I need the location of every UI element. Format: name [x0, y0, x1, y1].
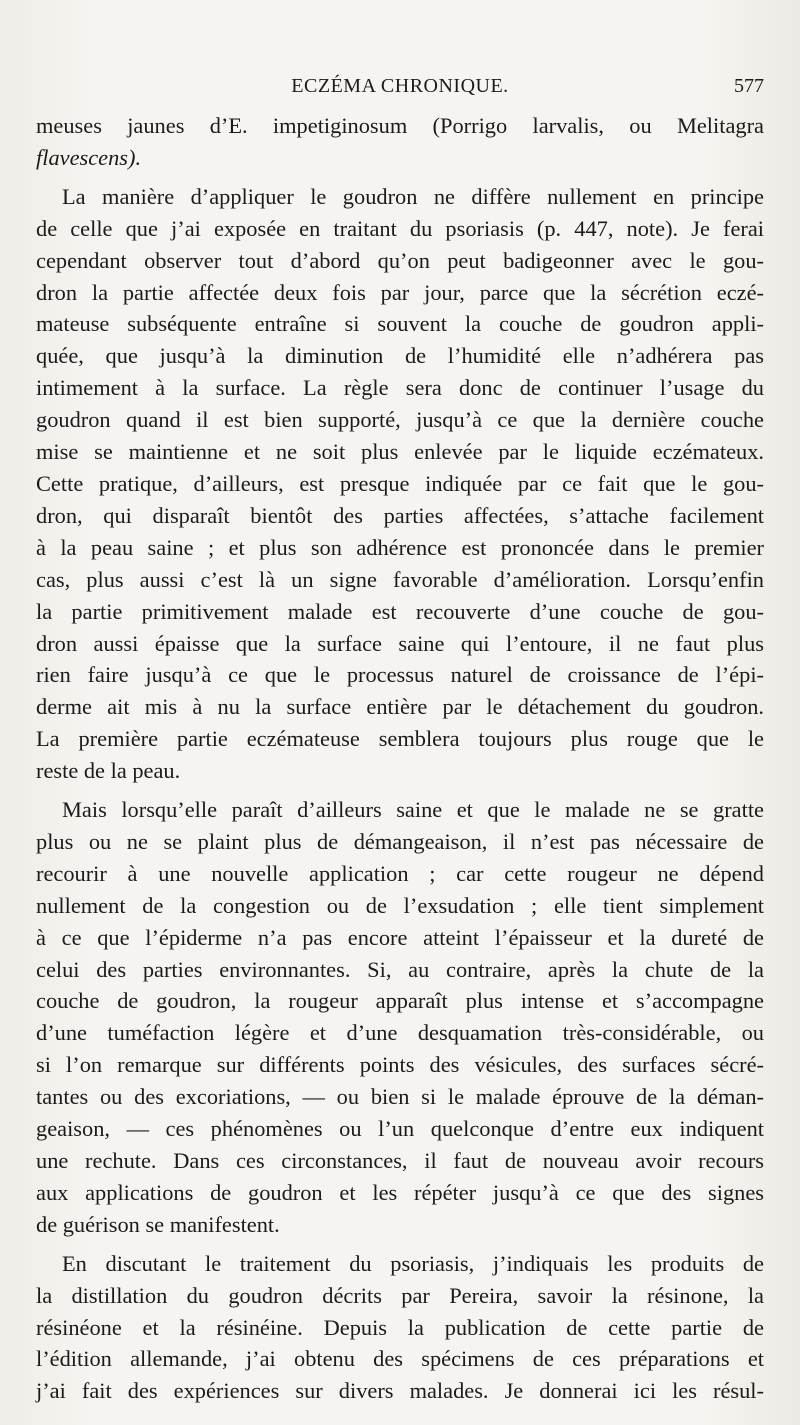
- text-line: à la peau saine ; et plus son adhérence est prononcée dans le premier: [36, 534, 764, 560]
- text-line: résinéone et la résinéine. Depuis la publication de cette partie de: [36, 1314, 764, 1340]
- text-line: de guérison se manifestent.: [36, 1211, 280, 1237]
- text-line: dron, qui disparaît bientôt des parties affectées, s’attache facilement: [36, 502, 764, 528]
- text-line: couche de goudron, la rougeur apparaît plus intense et s’accompagne: [36, 988, 764, 1014]
- paragraph-1: [36, 110, 764, 174]
- text-line: celui des parties environnantes. Si, au contraire, après la chute de la: [36, 956, 764, 982]
- text-line: flavescens).: [36, 144, 142, 170]
- text-line: derme ait mis à nu la surface entière par le détachement du goudron.: [36, 694, 764, 720]
- text-line: Mais lorsqu’elle paraît d’ailleurs saine et que le malade ne se gratte: [62, 797, 764, 823]
- text-line: cependant observer tout d’abord qu’on peut badigeonner avec le gou-: [36, 247, 764, 273]
- text-line: la partie primitivement malade est recouverte d’une couche de gou-: [36, 598, 764, 624]
- text-line: cas, plus aussi c’est là un signe favorable d’amélioration. Lorsqu’enfin: [36, 566, 764, 592]
- text-line: mise se maintienne et ne soit plus enlevée par le liquide eczémateux.: [36, 439, 764, 465]
- running-title: ECZÉMA CHRONIQUE.: [291, 75, 509, 97]
- text-line: si l’on remarque sur différents points des vésicules, des surfaces sécré-: [36, 1052, 764, 1078]
- text-line: Cette pratique, d’ailleurs, est presque indiquée par ce fait que le gou-: [36, 470, 764, 496]
- text-line: dron la partie affectée deux fois par jour, parce que la sécrétion eczé-: [36, 279, 764, 305]
- text-line: j’ai fait des expériences sur divers malades. Je donnerai ici les résul-: [36, 1378, 764, 1404]
- text-line: une rechute. Dans ces circonstances, il faut de nouveau avoir recours: [36, 1148, 764, 1173]
- text-line: geaison, — ces phénomènes ou l’un quelconque d’entre eux indiquent: [36, 1116, 764, 1142]
- text-line: de celle que j’ai exposée en traitant du psoriasis (p. 447, note). Je ferai: [36, 215, 764, 241]
- text-line: tantes ou des excoriations, — ou bien si le malade éprouve de la déman-: [36, 1084, 764, 1110]
- text-line: mateuse subséquente entraîne si souvent la couche de goudron appli-: [36, 311, 764, 337]
- text-line: recourir à une nouvelle application ; car cette rougeur ne dépend: [36, 860, 764, 886]
- text-line: d’une tuméfaction légère et d’une desquamation très-considérable, ou: [36, 1020, 764, 1046]
- text-line: nullement de la congestion ou de l’exsudation ; elle tient simplement: [36, 892, 764, 918]
- text-line: la distillation du goudron décrits par Pereira, savoir la résinone, la: [36, 1282, 764, 1308]
- text-line: à ce que l’épiderme n’a pas encore atteint l’épaisseur et la dureté de: [36, 924, 764, 950]
- text-line: La manière d’appliquer le goudron ne diffère nullement en principe: [62, 183, 764, 209]
- text-line: rien faire jusqu’à ce que le processus naturel de croissance de l’épi-: [36, 662, 764, 688]
- text-line: l’édition allemande, j’ai obtenu des spécimens de ces préparations et: [36, 1346, 764, 1372]
- text-line: dron aussi épaisse que la surface saine qui l’entoure, il ne faut plus: [36, 630, 764, 656]
- paragraph-3: [36, 794, 764, 1241]
- text-line: reste de la peau.: [36, 758, 181, 784]
- running-head: [36, 75, 764, 103]
- paragraph-2: [36, 181, 764, 787]
- text-line: La première partie eczémateuse semblera toujours plus rouge que le: [36, 726, 764, 752]
- text-line: meuses jaunes d’E. impetiginosum (Porrigo larvalis, ou Melitagra: [36, 113, 764, 138]
- text-line: En discutant le traitement du psoriasis, j’indiquais les produits de: [62, 1250, 764, 1276]
- body-text: [36, 110, 764, 1407]
- text-line: quée, que jusqu’à la diminution de l’humidité elle n’adhérera pas: [36, 343, 764, 369]
- text-line: intimement à la surface. La règle sera donc de continuer l’usage du: [36, 375, 764, 401]
- page-number: 577: [734, 75, 764, 97]
- paragraph-4: [36, 1248, 764, 1408]
- text-line: goudron quand il est bien supporté, jusqu’à ce que la dernière couche: [36, 407, 764, 433]
- text-line: plus ou ne se plaint plus de démangeaison, il n’est pas nécessaire de: [36, 828, 764, 854]
- text-line: aux applications de goudron et les répéter jusqu’à ce que des signes: [36, 1179, 764, 1205]
